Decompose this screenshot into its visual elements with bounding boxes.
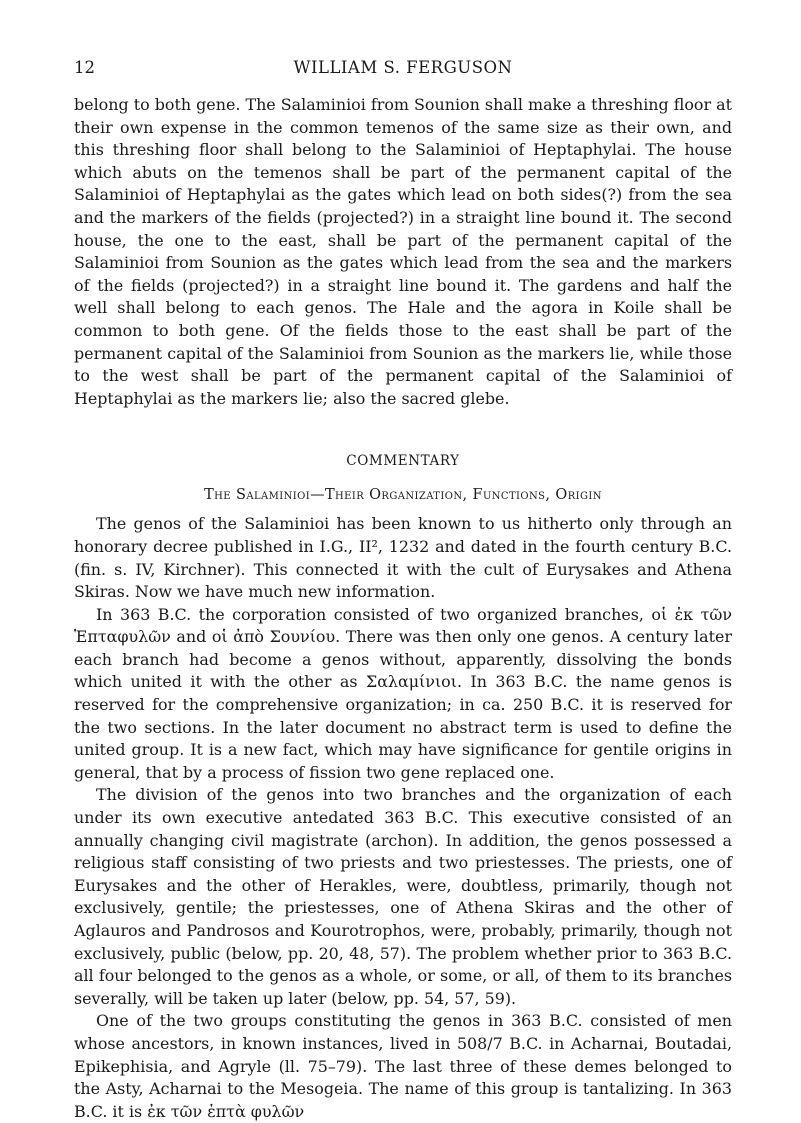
page-body [74,94,732,1123]
page-header [74,58,732,82]
commentary-paragraph: In 363 B.C. the corporation consisted of two organized branches, οἱ ἐκ τῶν Ἑπταφυλῶν and οἱ ἀπὸ Σουνίου. There was then only one genos. A century later each branch had become a genos without, apparently, dissolving the bonds which united it with the other as Σαλαμίνιοι. In 363 B.C. the name genos is reserved for the comprehensive organization; in ca. 250 B.C. it is reserved for the two sections. In the later document no abstract term is used to define the united group. It is a new fact, which may have significance for gentile origins in general, that by a process of fission two gene replaced one. [74,604,732,782]
commentary-paragraph: The division of the genos into two branches and the organization of each under its own executive antedated 363 B.C. This executive consisted of an annually changing civil magistrate (archon). In addition, the genos possessed a religious staff consisting of two priests and two priestesses. The priests, one of Eurysakes and the other of Herakles, were, doubtless, primarily, though not exclusively, gentile; the priestesses, one of Athena Skiras and the other of Aglauros and Pandrosos and Kourotrophos, were, probably, primarily, though not exclusively, public (below, pp. 20, 48, 57). The problem whether prior to 363 B.C. all four belonged to the genos as a whole, or some, or all, of them to its branches severally, will be taken up later (below, pp. 54, 57, 59). [74,785,732,1008]
running-head: WILLIAM S. FERGUSON [293,58,513,77]
translation-paragraph: belong to both gene. The Salaminioi from Sounion shall make a threshing floor at their own expense in the common temenos of the same size as their own, and this threshing floor shall belong to the Salaminioi of Heptaphylai. The house which abuts on the temenos shall be part of the permanent capital of the Salaminioi of Heptaphylai as the gates which lead on both sides(?) from the sea and the markers of the fields (projected?) in a straight line bound it. The second house, the one to the east, shall be part of the permanent capital of the Salaminioi from Sounion as the gates which lead from the sea and the markers of the fields (projected?) in a straight line bound it. The gardens and half the well shall belong to each genos. The Hale and the agora in Koile shall be common to both gene. Of the fields those to the east shall be part of the permanent capital of the Salaminioi from Sounion as the markers lie, while those to the west shall be part of the permanent capital of the Salaminioi of Heptaphylai as the markers lie; also the sacred glebe. [74,95,732,408]
section-heading: COMMENTARY [346,453,460,470]
commentary-paragraph: The genos of the Salaminioi has been known to us hitherto only through an honorary decree published in I.G., II², 1232 and dated in the fourth century B.C. (fin. s. IV, Kirchner). This connected it with the cult of Eurysakes and Athena Skiras. Now we have much new information. [74,514,732,602]
commentary-paragraph: One of the two groups constituting the genos in 363 B.C. consisted of men whose ancestors, in known instances, lived in 508/7 B.C. in Acharnai, Boutadai, Epikephisia, and Agryle (ll. 75–79). The last three of these demes belonged to the Asty, Acharnai to the Mesogeia. The name of this group is tantalizing. In 363 B.C. it is ἐκ τῶν ἑπτὰ φυλῶν [74,1011,732,1121]
section-subheading: The Salaminioi—Their Organization, Functions, Origin [204,487,602,504]
page-number: 12 [74,58,95,77]
